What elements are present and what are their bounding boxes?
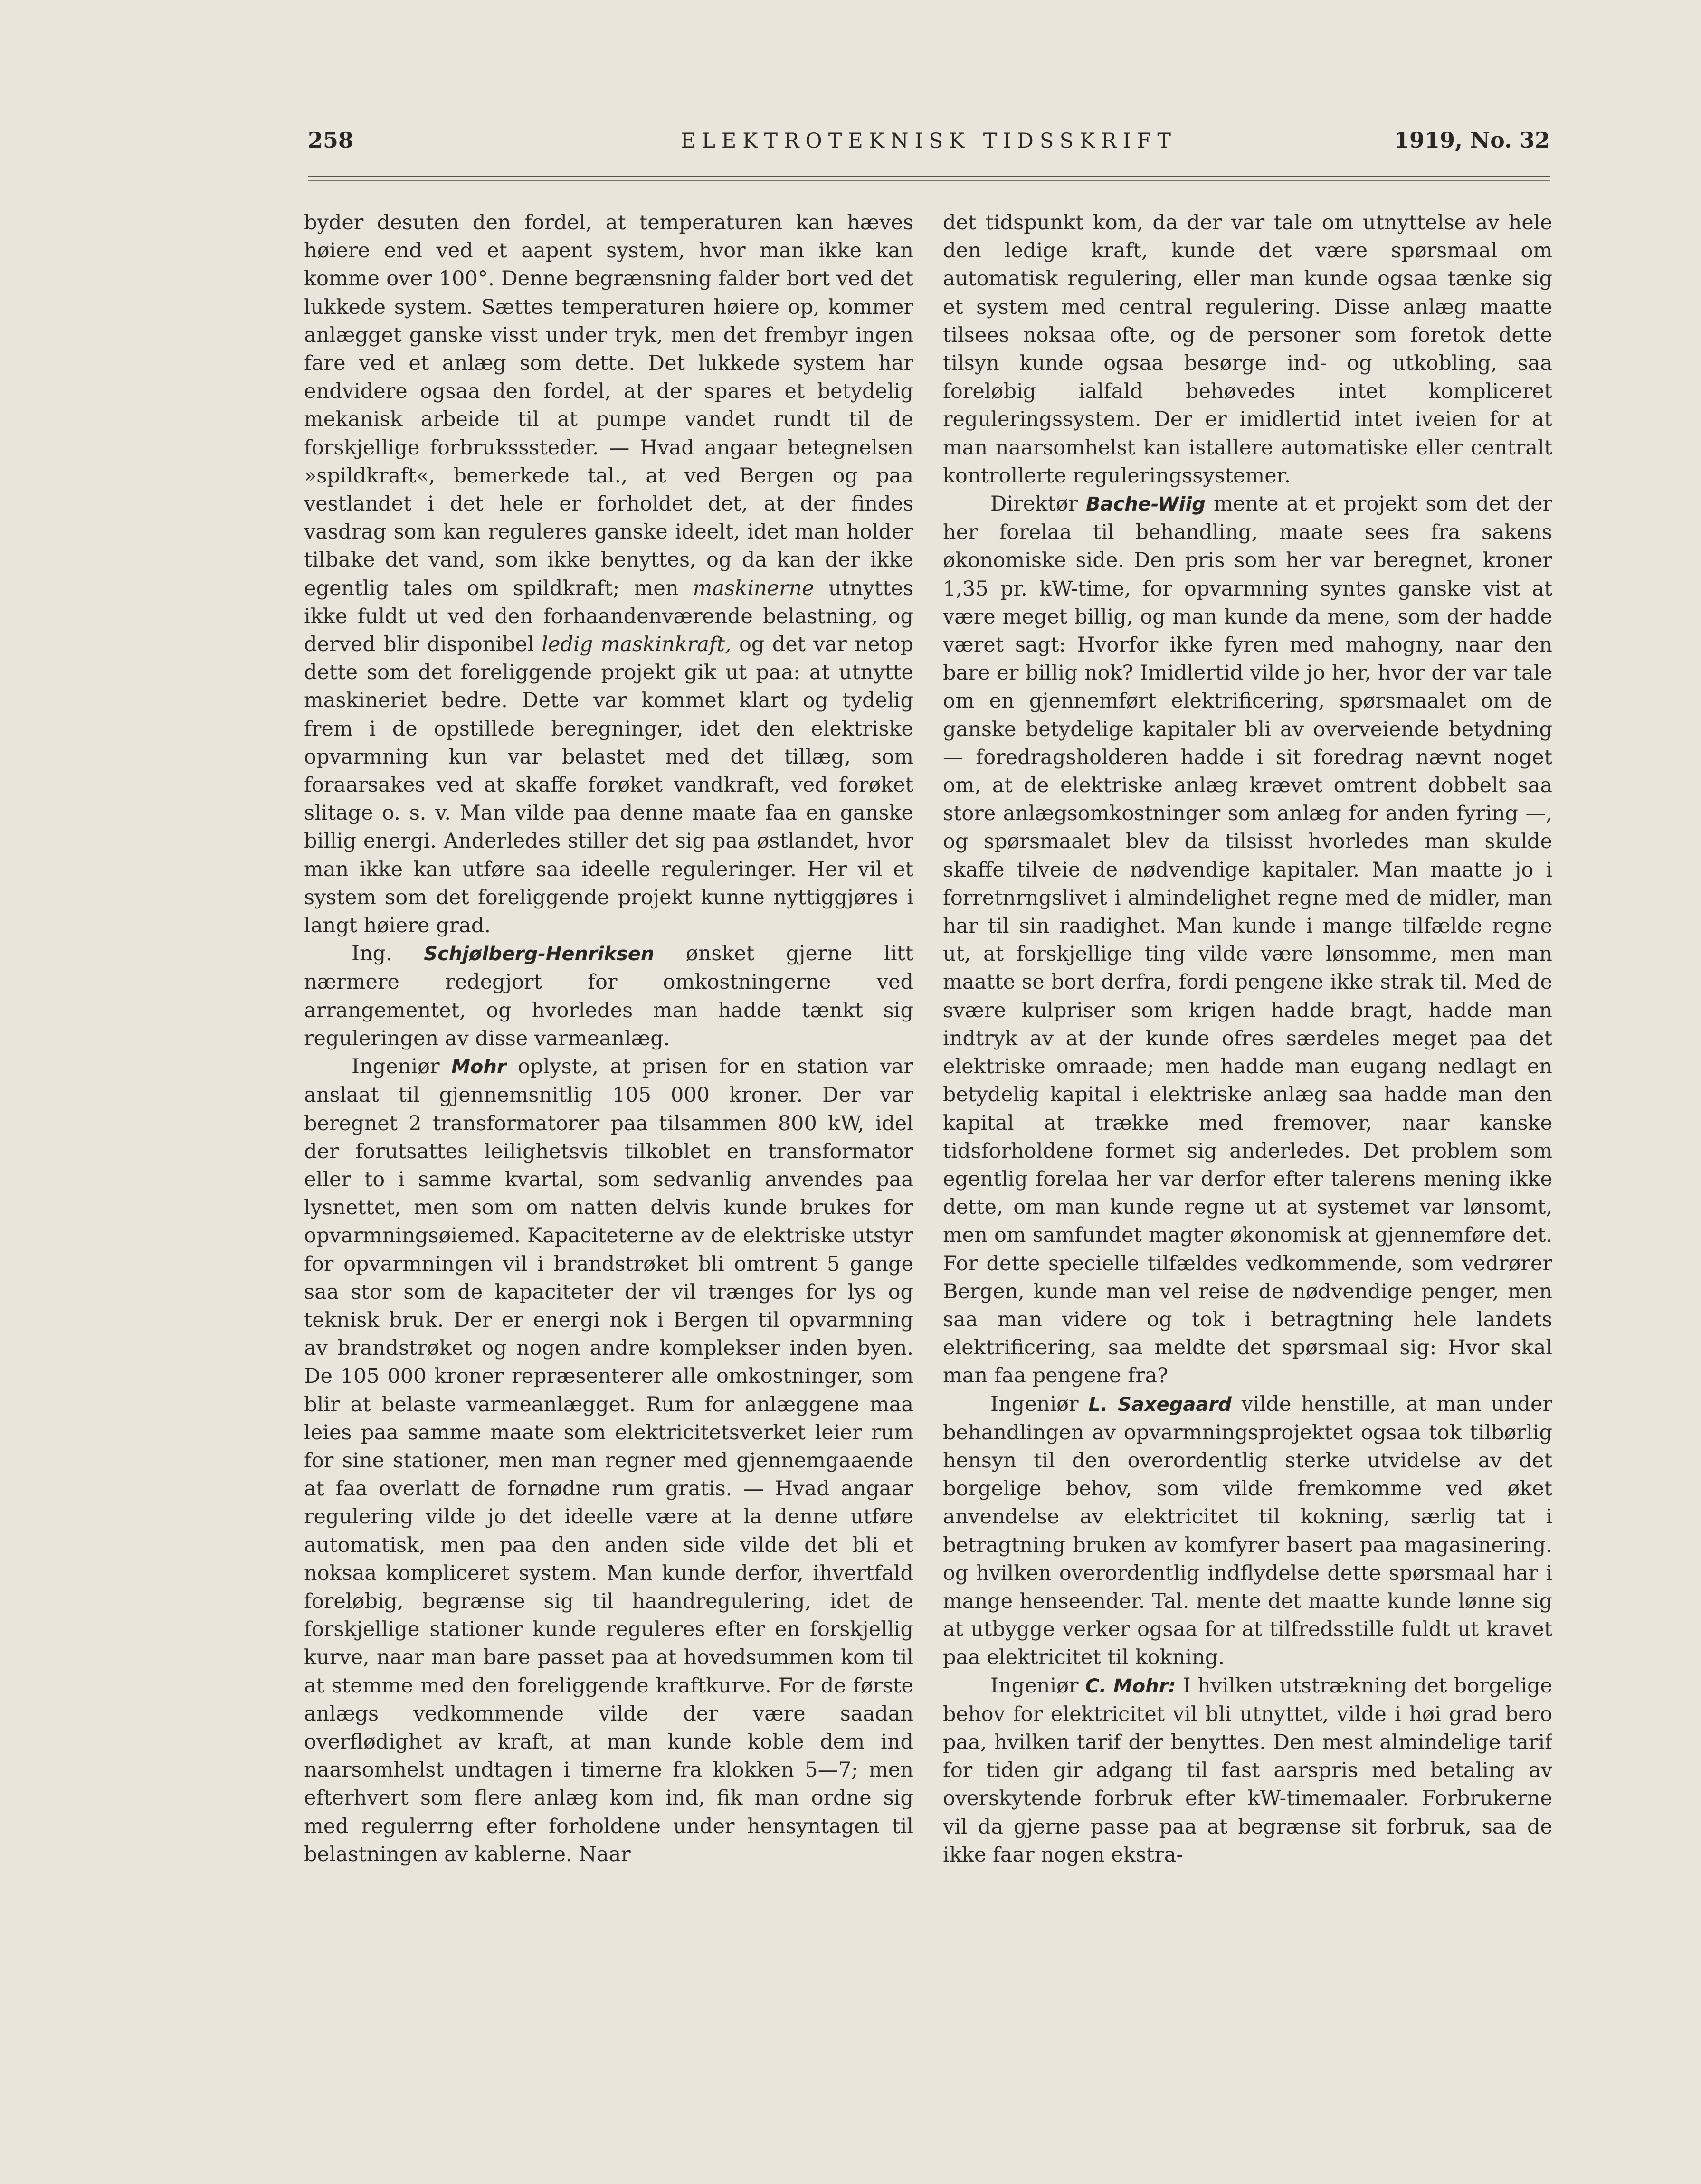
header-rule bbox=[308, 176, 1550, 177]
paragraph bbox=[943, 1672, 1552, 1869]
paragraph-text: og det var netop dette som det foreliggende projekt gik ut paa: at utnytte maskineriet bedre. Dette var kommet klart og tydelig frem i de opstillede beregninger, idet den elektriske opvarmning kun var belastet med det tillæg, som foraarsakes ved at skaffe forøket vandkraft, ved forøket slitage o. s. v. Man vilde paa denne maate faa en ganske billig energi. Anderledes stiller det sig paa østlandet, hvor man ikke kan utføre saa ideelle reguleringer. Her vil et system som det foreliggende projekt kunne nyttiggjøres i langt høiere grad. bbox=[304, 633, 913, 938]
paragraph bbox=[943, 209, 1552, 490]
paragraph-text: det tidspunkt kom, da der var tale om utnyttelse av hele den ledige kraft, kunde det være spørsmaal om automatisk regulering, eller man kunde ogsaa tænke sig et system med central regulering. Disse anlæg maatte tilsees noksaa ofte, og de personer som foretok dette tilsyn kunde ogsaa besørge ind- og utkobling, saa foreløbig ialfald behøvedes intet kompliceret reguleringssystem. Der er imidlertid intet iveien for at man naarsomhelst kan istallere automatiske eller centralt kontrollerte reguleringssystemer. bbox=[943, 211, 1552, 488]
journal-title: ELEKTROTEKNISK TIDSSKRIFT bbox=[680, 129, 1178, 153]
speaker-name: L. Saxegaard bbox=[1088, 1393, 1232, 1416]
paragraph bbox=[943, 490, 1552, 1390]
paragraph bbox=[304, 209, 913, 940]
paragraph bbox=[943, 1390, 1552, 1672]
paragraph-text: utnyttes ikke fuldt ut ved den forhaandenværende belastning, og derved blir disponibel bbox=[304, 576, 913, 657]
speaker-name: Bache-Wiig bbox=[1086, 493, 1206, 516]
emphasis-text: ledig maskinkraft, bbox=[542, 633, 732, 657]
speaker-title: Ing. bbox=[352, 942, 392, 966]
paragraph bbox=[304, 1053, 913, 1869]
speaker-title: Ingeniør bbox=[990, 1673, 1079, 1698]
emphasis-text: maskinerne bbox=[693, 576, 814, 600]
speaker-name: Mohr bbox=[451, 1056, 506, 1078]
issue-number: 1919, No. 32 bbox=[1394, 127, 1550, 153]
paragraph-text: ønsket gjerne litt nærmere redegjort for omkostningerne ved arrangementet, og hvorledes man hadde tænkt sig reguleringen av disse varmeanlæg. bbox=[304, 942, 913, 1050]
paragraph bbox=[304, 940, 913, 1053]
speaker-name: Schjølberg-Henriksen bbox=[424, 943, 655, 965]
page-header bbox=[308, 127, 1550, 161]
speaker-name: C. Mohr: bbox=[1085, 1675, 1176, 1697]
page-number: 258 bbox=[308, 127, 354, 153]
paragraph-text: I hvilken utstrækning det borgelige behov for elektricitet vil bli utnyttet, vilde i høi grad bero paa, hvilken tarif der benyttes. Den mest almindelige tarif for tiden gir adgang til fast aarspris med betaling av overskytende forbruk efter kW-timemaaler. Forbrukerne vil da gjerne passe paa at begrænse sit forbruk, saa de ikke faar nogen ekstra- bbox=[943, 1673, 1552, 1867]
left-column bbox=[304, 209, 913, 1928]
speaker-title: Ingeniør bbox=[352, 1055, 440, 1079]
right-column bbox=[943, 209, 1552, 1928]
paragraph-text: oplyste, at prisen for en station var anslaat til gjennemsnitlig 105 000 kroner. Der var beregnet 2 transformatorer paa tilsammen 800 kW, idel der forutsattes leilighetsvis tilkoblet en transformator eller to i samme kvartal, som sedvanlig anvendes paa lysnettet, men som om natten delvis kunde brukes for opvarmningsøiemed. Kapaciteterne av de elektriske utstyr for opvarmningen vil i brandstrøket bli omtrent 5 gange saa stor som de kapaciteter der vil trænges for lys og teknisk bruk. Der er energi nok i Bergen til opvarmning av brandstrøket og nogen andre komplekser inden byen. De 105 000 kroner repræsenterer alle omkostninger, som blir at belaste varmeanlægget. Rum for anlæggene maa leies paa samme maate som elektricitetsverket leier rum for sine stationer, men man regner med gjennemgaaende at faa overlatt de fornødne rum gratis. — Hvad angaar regulering vilde jo det ideelle være at la denne utføre automatisk, men paa den anden side vilde det bli et noksaa kompliceret system. Man kunde derfor, ihvertfald foreløbig, begrænse sig til haandregulering, idet de forskjellige stationer kunde reguleres efter en forskjellig kurve, naar man bare passet paa at hovedsummen kom til at stemme med den foreliggende kraftkurve. For de første anlægs vedkommende vilde der være saadan overflødighet av kraft, at man kunde koble dem ind naarsomhelst undtagen i timerne fra klokken 5—7; men efterhvert som flere anlæg kom ind, fik man ordne sig med regulerrng efter forholdene under hensyntagen til belastningen av kablerne. Naar bbox=[304, 1055, 913, 1866]
paragraph-text: mente at et projekt som det der her forelaa til behandling, maate sees fra sakens økonomiske side. Den pris som her var beregnet, kroner 1,35 pr. kW-time, for opvarmning syntes ganske vist at være meget billig, og man kunde da mene, som der hadde været sagt: Hvorfor ikke fyren med mahogny, naar den bare er billig nok? Imidlertid vilde jo her, hvor der var tale om en gjennemført elektrificering, spørsmaalet om de ganske betydelige kapitaler bli av overveiende betydning — foredragsholderen hadde i sit foredrag nævnt noget om, at de elektriske anlæg krævet omtrent dobbelt saa store anlægsomkostninger som anlæg for anden fyring —, og spørsmaalet blev da tilsisst hvorledes man skulde skaffe tilveie de nødvendige kapitaler. Man maatte jo i forretnrngslivet i almindelighet regne med de midler, man har til sin raadighet. Man kunde i mange tilfælde regne ut, at forskjellige ting vilde være lønsomme, men man maatte se bort derfra, fordi pengene ikke strak til. Med de svære kulpriser som krigen hadde bragt, hadde man indtryk av at der kunde ofres særdeles meget paa det elektriske omraade; men hadde man eugang nedlagt en betydelig kapital i elektriske anlæg saa hadde man den kapital at trække med fremover, naar kanske tidsforholdene formet sig anderledes. Det problem som egentlig forelaa her var derfor efter talerens mening ikke dette, om man kunde regne ut at systemet var lønsomt, men om samfundet magter økonomisk at gjennemføre det. For dette specielle tilfældes vedkommende, som vedrører Bergen, kunde man vel reise de nødvendige penger, men saa man videre og tok i betragtning hele landets elektrificering, saa meldte det spørsmaal sig: Hvor skal man faa pengene fra? bbox=[943, 492, 1552, 1388]
speaker-title: Direktør bbox=[990, 492, 1078, 516]
header-rule-thin bbox=[308, 180, 1550, 181]
paragraph-text: byder desuten den fordel, at temperaturen kan hæves høiere end ved et aapent system, hvor man ikke kan komme over 100°. Denne begrænsning falder bort ved det lukkede system. Sættes temperaturen høiere op, kommer anlægget ganske visst under tryk, men det frembyr ingen fare ved et anlæg som dette. Det lukkede system har endvidere ogsaa den fordel, at der spares et betydelig mekanisk arbeide til at pumpe vandet rundt til de forskjellige forbruksssteder. — Hvad angaar betegnelsen »spildkraft«, bemerkede tal., at ved Bergen og paa vestlandet i det hele er forholdet det, at der findes vasdrag som kan reguleres ganske ideelt, idet man holder tilbake det vand, som ikke benyttes, og da kan der ikke egentlig tales om spildkraft; men bbox=[304, 211, 913, 600]
speaker-title: Ingeniør bbox=[990, 1392, 1079, 1416]
paragraph-text: vilde henstille, at man under behandlingen av opvarmningsprojektet ogsaa tok tilbørlig hensyn til den overordentlig sterke utvidelse av det borgelige behov, som vilde fremkomme ved øket anvendelse av elektricitet til kokning, særlig tat i betragtning bruken av komfyrer basert paa magasinering. og hvilken overordentlig indflydelse dette spørsmaal har i mange henseender. Tal. mente det maatte kunde lønne sig at utbygge verker ogsaa for at tilfredsstille fuldt ut kravet paa elektricitet til kokning. bbox=[943, 1392, 1552, 1670]
